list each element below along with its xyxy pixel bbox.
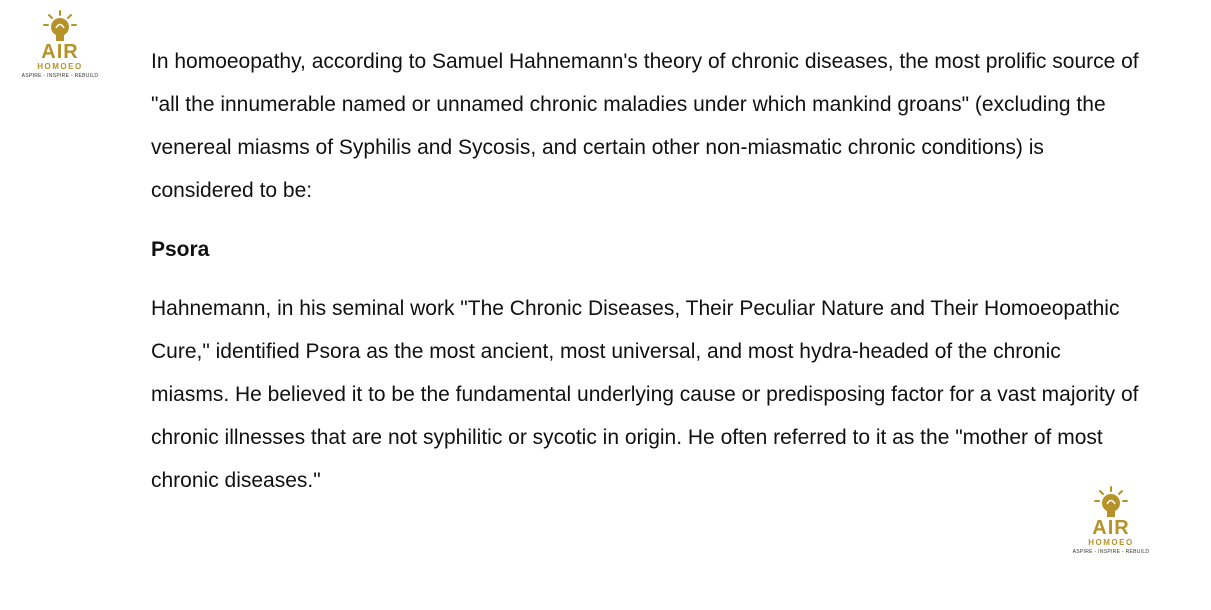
logo-brand: AIR [1092, 517, 1130, 539]
logo-sub: HOMOEO [1088, 538, 1134, 547]
air-homoeo-logo-top [20, 10, 100, 80]
bulb-icon [40, 10, 80, 44]
logo-sub: HOMOEO [37, 62, 83, 71]
question-text: In homoeopathy, according to Samuel Hahnemann's theory of chronic diseases, the most prolific source of "all the innumerable named or unnamed chronic maladies under which mankind groans" (excluding the venereal miasms of Syphilis and Sycosis, and certain other non-miasmatic chronic conditions) is considered to be: [151, 50, 1139, 202]
bulb-icon [1091, 486, 1131, 520]
answer-text: Psora [151, 238, 210, 261]
air-homoeo-logo-bottom [1071, 486, 1151, 556]
logo-tagline: ASPIRE - INSPIRE - REBUILD [21, 73, 99, 79]
explanation-text: Hahnemann, in his seminal work "The Chronic Diseases, Their Peculiar Nature and Their Homoeopathic Cure," identified Psora as the most ancient, most universal, and most hydra-headed of the chronic miasms. He believed it to be the fundamental underlying cause or predisposing factor for a vast majority of chronic illnesses that are not syphilitic or sycotic in origin. He often referred to it as the "mother of most chronic diseases." [151, 297, 1139, 492]
logo-brand: AIR [41, 41, 79, 63]
article-content [151, 40, 1141, 502]
logo-tagline: ASPIRE - INSPIRE - REBUILD [1072, 549, 1150, 555]
